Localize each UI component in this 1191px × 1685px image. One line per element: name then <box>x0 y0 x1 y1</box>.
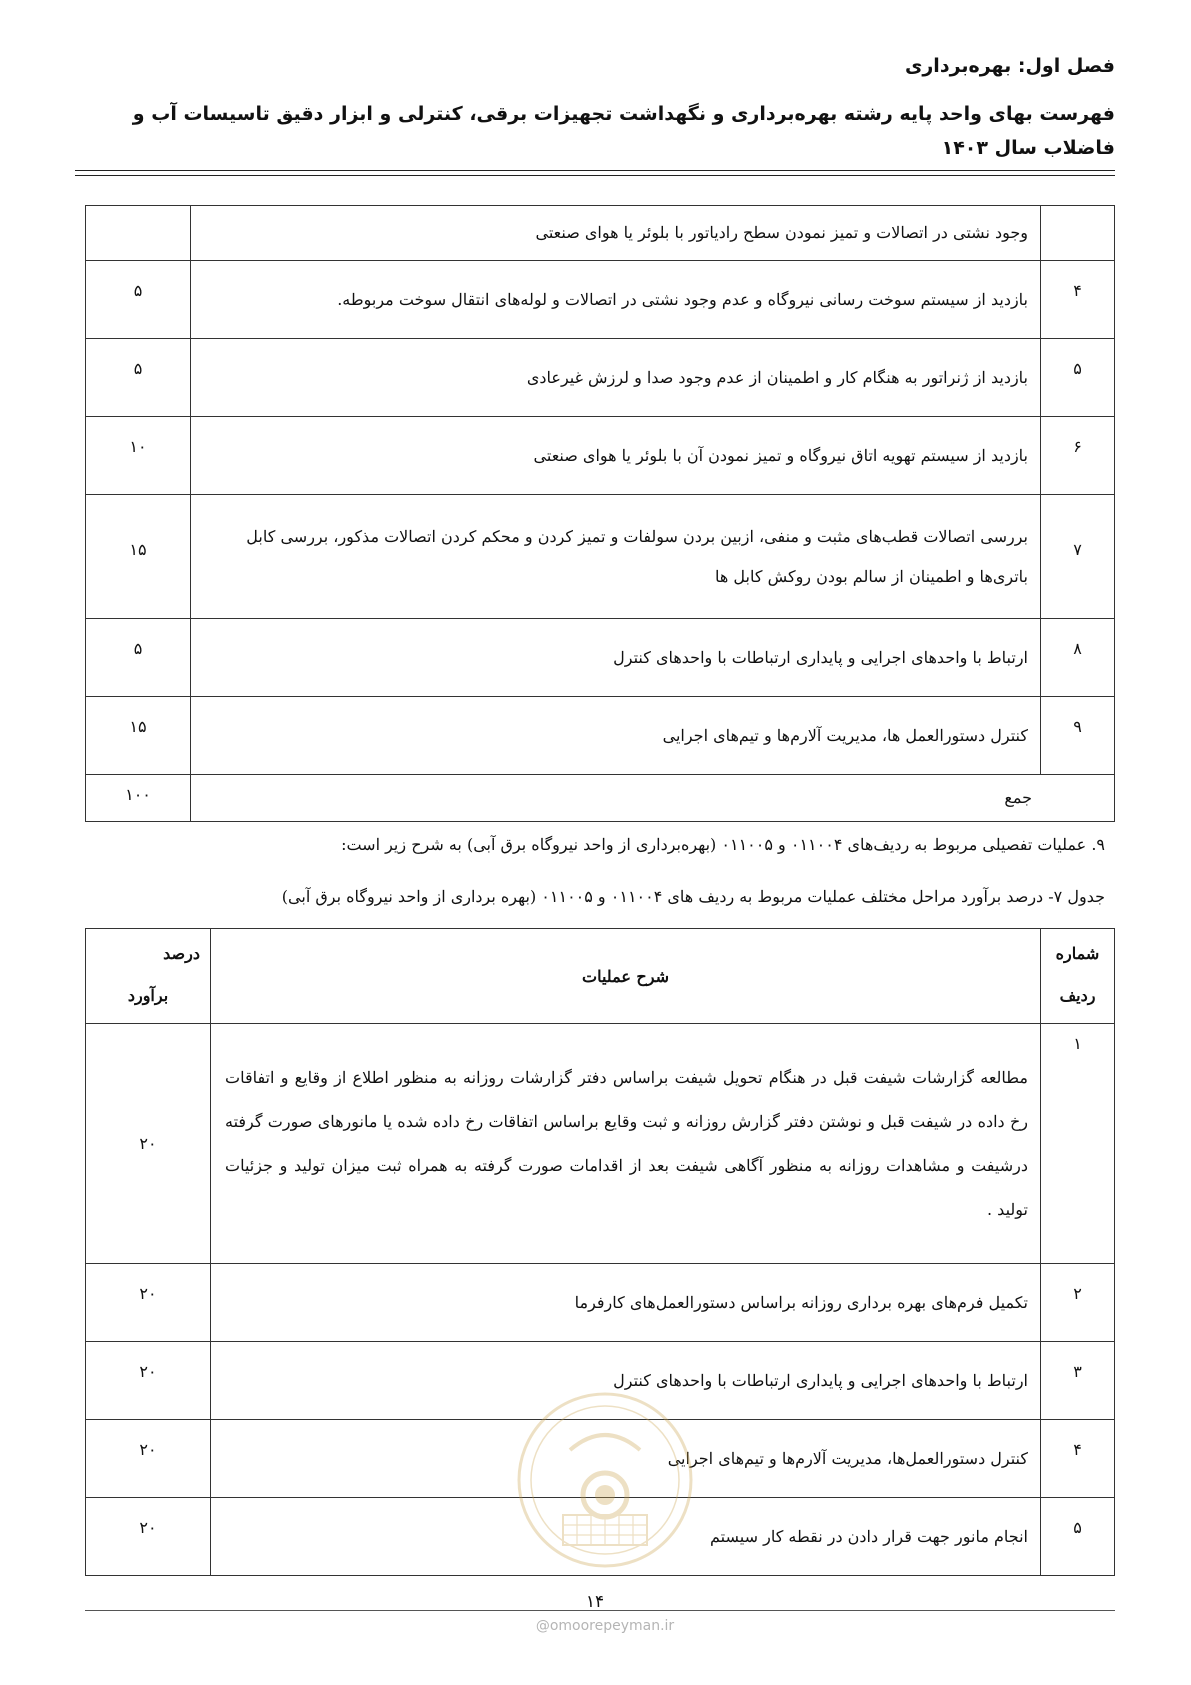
row-description: بازدید از ژنراتور به هنگام کار و اطمینان از عدم وجود صدا و لرزش غیرعادی <box>191 339 1041 417</box>
row-number: ۵ <box>1041 339 1115 417</box>
table-row <box>86 206 1115 261</box>
row-description: وجود نشتی در اتصالات و تمیز نمودن سطح رادیاتور با بلوئر یا هوای صنعتی <box>191 206 1041 261</box>
column-header-number-line1: شماره <box>1055 944 1100 963</box>
row-number: ۹ <box>1041 697 1115 775</box>
row-number: ۲ <box>1041 1264 1115 1342</box>
row-number: ۵ <box>1041 1498 1115 1576</box>
footer-rule <box>85 1610 1115 1611</box>
chapter-title: فصل اول: بهره‌برداری <box>904 55 1115 77</box>
document-title: فهرست بهای واحد پایه رشته بهره‌برداری و نگهداشت تجهیزات برقی، کنترلی و ابزار دقیق تاسیسات آب و فاضلاب سال ۱۴۰۳ <box>132 103 1115 159</box>
column-header-percent-line1: درصد <box>163 944 200 963</box>
page-header <box>75 55 1115 165</box>
table-row <box>86 417 1115 495</box>
row-description: تکمیل فرم‌های بهره برداری روزانه براساس دستورالعمل‌های کارفرما <box>211 1264 1041 1342</box>
row-percent: ۵ <box>86 619 191 697</box>
column-header-percent <box>86 929 211 1024</box>
column-header-percent-line2: برآورد <box>127 986 169 1005</box>
watermark-seal-icon <box>515 1390 695 1570</box>
total-value: ۱۰۰ <box>86 775 191 822</box>
row-percent: ۵ <box>86 339 191 417</box>
row-percent: ۵ <box>86 261 191 339</box>
row-number: ۶ <box>1041 417 1115 495</box>
header-rule-bottom <box>75 175 1115 176</box>
row-percent: ۲۰ <box>86 1342 211 1420</box>
column-header-number-line2: ردیف <box>1059 986 1096 1005</box>
row-percent <box>86 206 191 261</box>
row-description: کنترل دستورالعمل‌ها، مدیریت آلارم‌ها و تیم‌های اجرایی <box>211 1420 1041 1498</box>
table-row <box>86 339 1115 417</box>
table-header-row <box>86 929 1115 1024</box>
page-number: ۱۴ <box>585 1592 605 1612</box>
row-number: ۴ <box>1041 261 1115 339</box>
watermark-url: @omoorepeyman.ir <box>535 1618 675 1634</box>
row-number: ۷ <box>1041 495 1115 619</box>
table-row <box>86 261 1115 339</box>
header-rule-top <box>75 170 1115 171</box>
row-percent: ۱۵ <box>86 697 191 775</box>
table-row <box>86 697 1115 775</box>
table-caption: جدول ۷- درصد برآورد مراحل مختلف عملیات مربوط به ردیف های ۰۱۱۰۰۴ و ۰۱۱۰۰۵ (بهره برداری از واحد نیروگاه برق آبی) <box>281 887 1105 906</box>
row-number <box>1041 206 1115 261</box>
row-number: ۸ <box>1041 619 1115 697</box>
row-description: بررسی اتصالات قطب‌های مثبت و منفی، ازبین بردن سولفات و تمیز کردن و محکم کردن اتصالات مذکور، بررسی کابل باتری‌ها و اطمینان از سالم بودن روکش کابل ها <box>191 495 1041 619</box>
row-description: ارتباط با واحدهای اجرایی و پایداری ارتباطات با واحدهای کنترل <box>191 619 1041 697</box>
row-percent: ۱۰ <box>86 417 191 495</box>
row-percent: ۲۰ <box>86 1498 211 1576</box>
row-number: ۱ <box>1041 1024 1115 1264</box>
row-number: ۴ <box>1041 1420 1115 1498</box>
row-description: کنترل دستورالعمل ها، مدیریت آلارم‌ها و تیم‌های اجرایی <box>191 697 1041 775</box>
row-description: انجام مانور جهت قرار دادن در نقطه کار سیستم <box>211 1498 1041 1576</box>
row-percent: ۲۰ <box>86 1264 211 1342</box>
row-description: ارتباط با واحدهای اجرایی و پایداری ارتباطات با واحدهای کنترل <box>211 1342 1041 1420</box>
table-hydro-inspection <box>85 205 1115 822</box>
column-header-description: شرح عملیات <box>211 929 1041 1024</box>
table-row <box>86 495 1115 619</box>
total-label: جمع <box>191 775 1115 822</box>
row-percent: ۲۰ <box>86 1024 211 1264</box>
column-header-number <box>1041 929 1115 1024</box>
row-number: ۳ <box>1041 1342 1115 1420</box>
table-row <box>86 619 1115 697</box>
row-description: مطالعه گزارشات شیفت قبل در هنگام تحویل شیفت براساس دفتر گزارشات روزانه به منظور اطلاع از وقایع و اتفاقات رخ داده در شیفت قبل و نوشتن دفتر گزارش روزانه و ثبت وقایع براساس اتفاقات رخ داده شده یا مانورهای صورت گرفته درشیفت و مشاهدات روزانه به منظور آگاهی شیفت بعد از اقدامات صورت گرفته به همراه ثبت میزان تولید و جزئیات تولید . <box>211 1024 1041 1264</box>
table-row <box>86 1264 1115 1342</box>
table-total-row <box>86 775 1115 822</box>
row-description: بازدید از سیستم سوخت رسانی نیروگاه و عدم وجود نشتی در اتصالات و لوله‌های انتقال سوخت مربوطه. <box>191 261 1041 339</box>
section-9-paragraph: ۹. عملیات تفصیلی مربوط به ردیف‌های ۰۱۱۰۰۴ و ۰۱۱۰۰۵ (بهره‌برداری از واحد نیروگاه برق آبی) به شرح زیر است: <box>341 835 1105 854</box>
row-description: بازدید از سیستم تهویه اتاق نیروگاه و تمیز نمودن آن با بلوئر یا هوای صنعتی <box>191 417 1041 495</box>
row-percent: ۲۰ <box>86 1420 211 1498</box>
row-percent: ۱۵ <box>86 495 191 619</box>
table-row <box>86 1024 1115 1264</box>
